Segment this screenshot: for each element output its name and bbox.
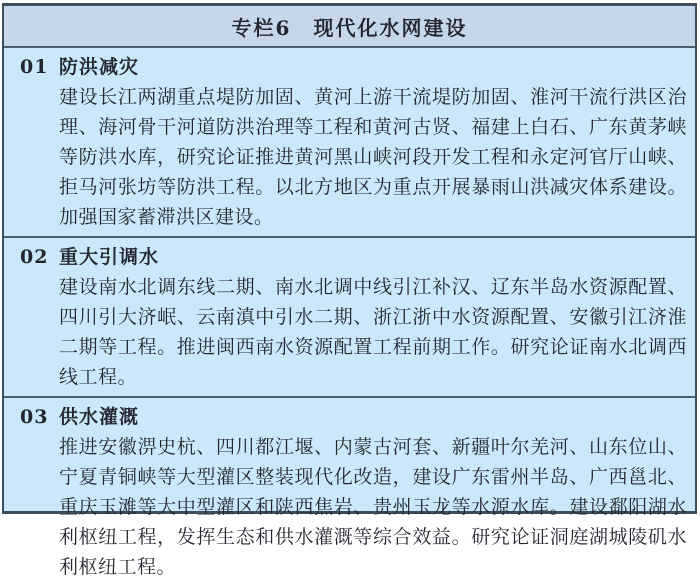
section-body-text: 推进安徽淠史杭、四川都江堰、内蒙古河套、新疆叶尔羌河、山东位山、宁夏青铜峡等大型灌区整装现代化改造，建设广东雷州半岛、广西邕北、重庆玉滩等大中型灌区和陕西焦岩、贵州玉龙等水源水库。建设鄱阳湖水利枢纽工程，发挥生态和供水灌溉等综合效益。研究论证洞庭湖城陵矶水利枢纽工程。 xyxy=(59,436,687,578)
section-body-text: 建设长江两湖重点堤防加固、黄河上游干流堤防加固、淮河干流行洪区治理、海河骨干河道防洪治理等工程和黄河古贤、福建上白石、广东黄茅峡等防洪水库，研究论证推进黄河黑山峡河段开发工程和永定河官厅山峡、拒马河张坊等防洪工程。以北方地区为重点开展暴雨山洪减灾体系建设。加强国家蓄滞洪区建设。 xyxy=(59,86,687,228)
section-title: 防洪减灾 xyxy=(59,56,140,78)
section-heading xyxy=(20,242,689,272)
section-flood-control xyxy=(4,48,695,238)
section-title: 重大引调水 xyxy=(59,246,160,268)
section-number: 02 xyxy=(20,246,49,268)
section-body-text: 建设南水北调东线二期、南水北调中线引江补汉、辽东半岛水资源配置、四川引大济岷、云南滇中引水二期、浙江浙中水资源配置、安徽引江济淮二期等工程。推进闽西南水资源配置工程前期工作。研究论证南水北调西线工程。 xyxy=(59,276,687,388)
section-title: 供水灌溉 xyxy=(59,406,140,428)
section-heading xyxy=(20,52,689,82)
section-number: 01 xyxy=(20,56,49,78)
section-supply-irrigation xyxy=(4,398,695,586)
box-title: 专栏6 现代化水网建设 xyxy=(4,6,695,48)
section-number: 03 xyxy=(20,406,49,428)
policy-box xyxy=(2,3,697,578)
section-water-diversion xyxy=(4,238,695,398)
section-heading xyxy=(20,402,689,432)
